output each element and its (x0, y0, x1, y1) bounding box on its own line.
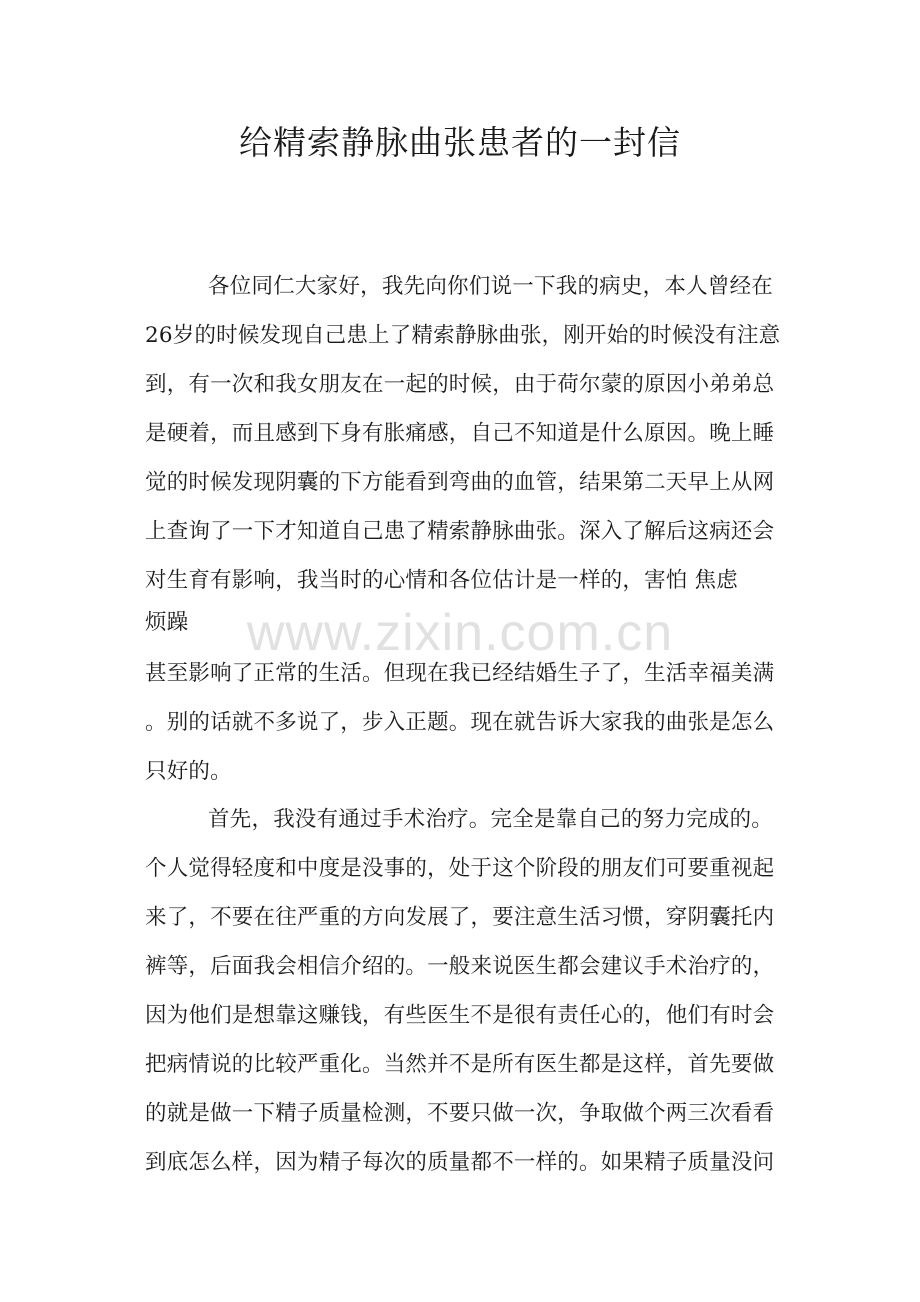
paragraph-line: 个人觉得轻度和中度是没事的，处于这个阶段的朋友们可要重视起 (145, 856, 775, 881)
paragraph-line: 26岁的时候发现自己患上了精索静脉曲张，刚开始的时候没有注意 (145, 323, 781, 348)
paragraph-line: 是硬着，而且感到下身有胀痛感，自己不知道是什么原因。晚上睡 (145, 421, 775, 446)
paragraph-line: 甚至影响了正常的生活。但现在我已经结婚生子了，生活幸福美满 (145, 661, 775, 686)
paragraph-line: 只好的。 (145, 759, 232, 784)
watermark: www.zixin.com.cn (246, 604, 674, 662)
paragraph-line: 的就是做一下精子质量检测，不要只做一次，争取做个两三次看看 (145, 1101, 775, 1126)
paragraph-line: 到底怎么样，因为精子每次的质量都不一样的。如果精子质量没问 (145, 1150, 775, 1175)
paragraph-line: 。别的话就不多说了，步入正题。现在就告诉大家我的曲张是怎么 (145, 710, 775, 735)
paragraph-line: 裤等，后面我会相信介绍的。一般来说医生都会建议手术治疗的， (145, 954, 775, 979)
paragraph-line: 把病情说的比较严重化。当然并不是所有医生都是这样，首先要做 (145, 1052, 775, 1077)
paragraph-line: 上查询了一下才知道自己患了精索静脉曲张。深入了解后这病还会 (145, 519, 775, 544)
paragraph-line: 对生育有影响，我当时的心情和各位估计是一样的，害怕 焦虑 (145, 568, 738, 593)
paragraph-line: 来了，不要在往严重的方向发展了，要注意生活习惯，穿阴囊托内 (145, 905, 775, 930)
document-title: 给精索静脉曲张患者的一封信 (239, 123, 681, 162)
paragraph-line: 因为他们是想靠这赚钱，有些医生不是很有责任心的，他们有时会 (145, 1003, 775, 1028)
paragraph-line: 到，有一次和我女朋友在一起的时候，由于荷尔蒙的原因小弟弟总 (145, 372, 775, 397)
paragraph-line: 烦躁 (145, 610, 189, 635)
paragraph-line: 首先，我没有通过手术治疗。完全是靠自己的努力完成的。 (208, 807, 773, 832)
paragraph-line: 觉的时候发现阴囊的下方能看到弯曲的血管，结果第二天早上从网 (145, 470, 775, 495)
paragraph-line: 各位同仁大家好，我先向你们说一下我的病史，本人曾经在 (208, 274, 773, 299)
